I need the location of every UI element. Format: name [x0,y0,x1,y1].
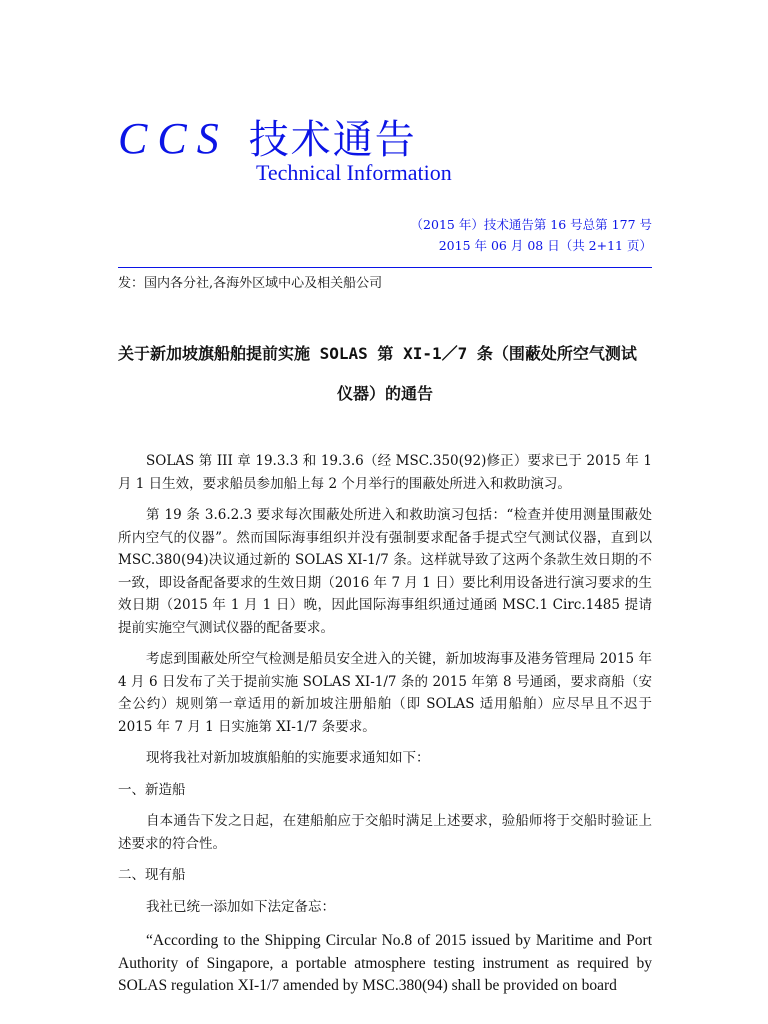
paragraph-new-ships: 自本通告下发之日起，在建船舶应于交船时满足上述要求，验船师将于交船时验证上述要求的符合性。 [118,813,652,852]
notice-number: （2015 年）技术通告第 16 号总第 177 号 [410,217,652,232]
ccs-logo-text: CCS [118,114,229,163]
document-title-line-2: 仪器）的通告 [336,384,433,403]
paragraph-existing-ships: 我社已统一添加如下法定备忘： [146,898,335,915]
recipients-line: 发：国内各分社,各海外区域中心及相关船公司 [118,276,383,291]
title-chinese: 技术通告 [248,117,417,163]
paragraph-statutory-memo: “According to the Shipping Circular No.8 of 2015 issued by Maritime and Port Authority of Singapore, a portable atmosphere testing instrument as required by SOLAS regulation XI-1/7 amended by MSC.380(94) shall be provided on board [118,932,652,994]
notice-date: 2015 年 06 月 08 日（共 2+11 页） [438,238,652,253]
header-divider [118,267,652,268]
heading-new-ships: 一、新造船 [118,781,186,798]
paragraph-requirements-intro: 现将我社对新加坡旗船舶的实施要求通知如下： [146,750,430,766]
title-english: Technical Information [256,160,452,185]
ccs-header-title [118,108,417,165]
document-body [118,450,652,1007]
paragraph-singapore-mpa: 考虑到围蔽处所空气检测是船员安全进入的关键，新加坡海事及港务管理局 2015 年 4 月 6 日发布了关于提前实施 SOLAS XI-1/7 条的 2015 年第 8 号通函，要求商船（安全公约）规则第一章适用的新加坡注册船舶（即 SOLAS 适用船舶）应尽早且不迟于 2015 年 7 月 1 日实施第 XI-1/7 条要求。 [118,651,652,735]
heading-existing-ships: 二、现有船 [118,867,186,883]
paragraph-solas-iii: SOLAS 第 III 章 19.3.3 和 19.3.6（经 MSC.350(92)修正）要求已于 2015 年 1 月 1 日生效，要求船员参加船上每 2 个月举行的围蔽处所进入和救助演习。 [118,453,652,492]
paragraph-reg-19: 第 19 条 3.6.2.3 要求每次围蔽处所进入和救助演习包括：“检查并使用测量围蔽处所内空气的仪器”。然而国际海事组织并没有强制要求配备手提式空气测试仪器，直到以 MSC.380(94)决议通过新的 SOLAS XI-1/7 条。这样就导致了这两个条款生效日期的不一致，即设备配备要求的生效日期（2016 年 7 月 1 日）要比利用设备进行演习要求的生效日期（2015 年 1 月 1 日）晚，因此国际海事组织通过通函 MSC.1 Circ.1485 提请提前实施空气测试仪器的配备要求。 [118,507,652,636]
document-title-line-1: 关于新加坡旗船舶提前实施 SOLAS 第 XI-1／7 条（围蔽处所空气测试 [118,344,637,363]
document-title [118,334,652,414]
notice-number-block [411,214,652,256]
